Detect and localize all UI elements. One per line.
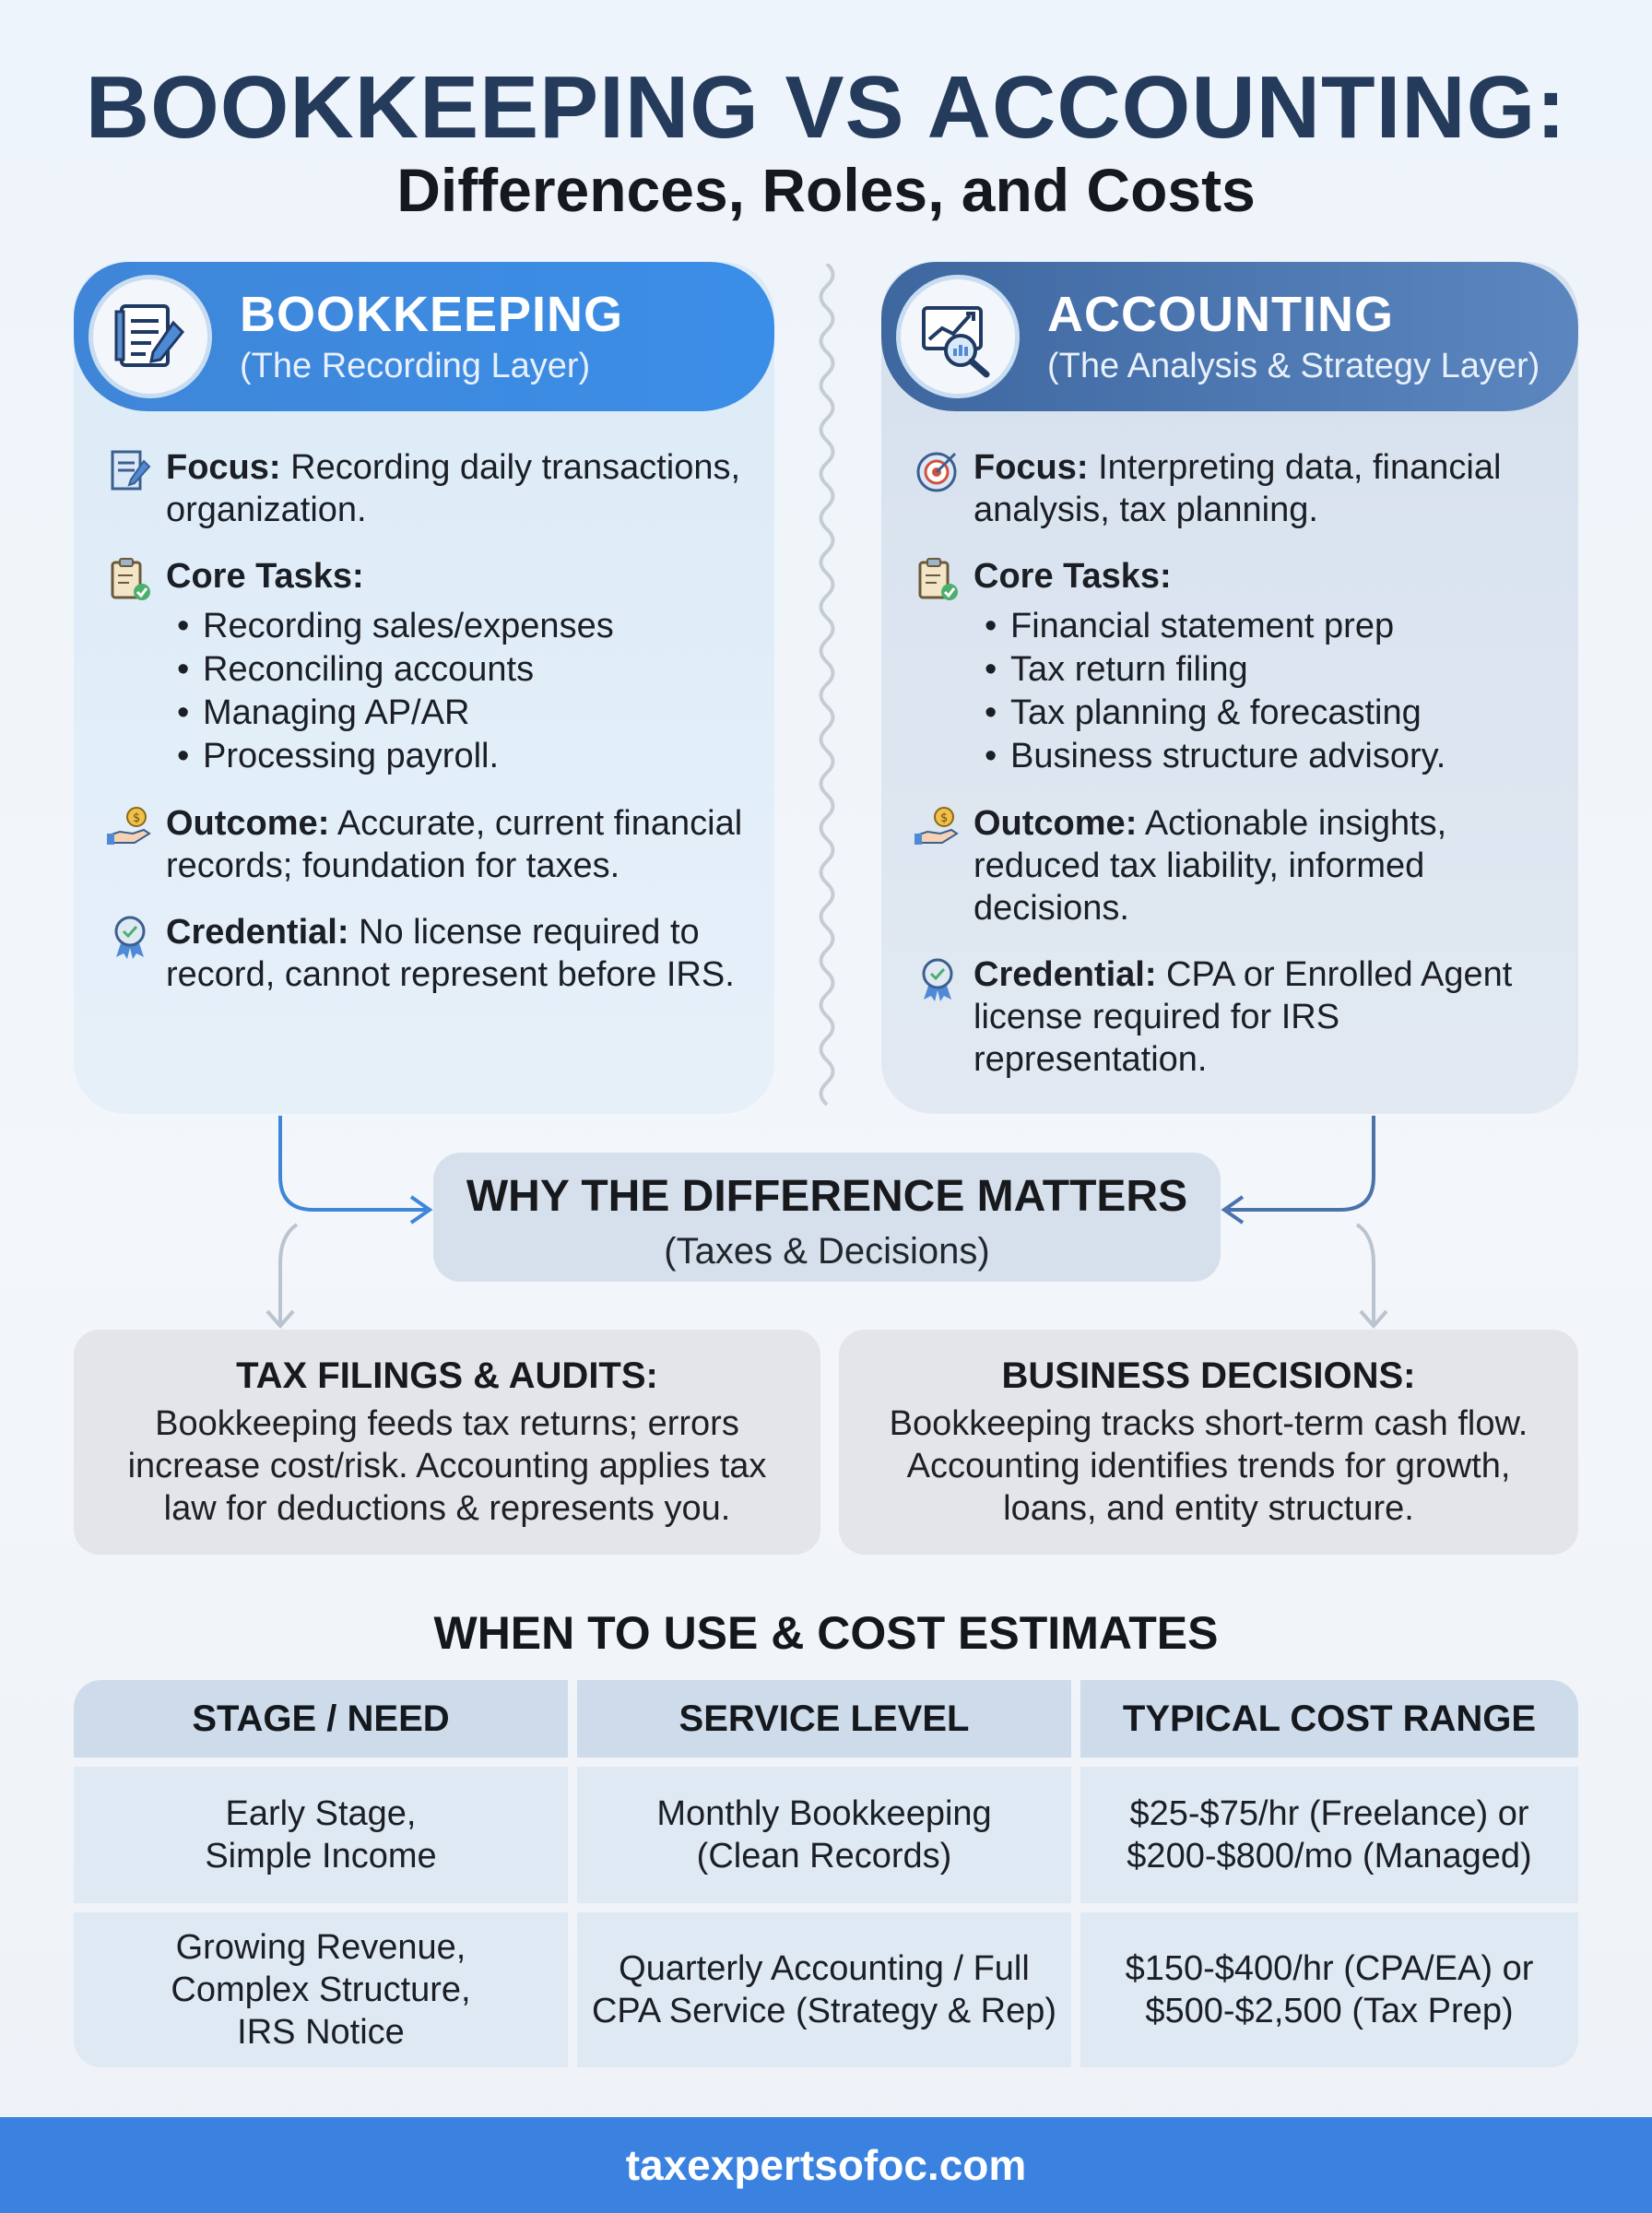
- tasks-label: Core Tasks:: [166, 557, 364, 596]
- list-item: • Processing payroll.: [166, 735, 756, 778]
- award-badge-icon: [914, 955, 961, 1001]
- table-cell: Early Stage, Simple Income: [74, 1767, 568, 1903]
- accounting-core-tasks: [914, 555, 1560, 778]
- bookkeeping-header: [74, 262, 774, 411]
- cost-table-title: WHEN TO USE & COST ESTIMATES: [433, 1607, 1219, 1659]
- ledger-pencil-icon: [88, 275, 212, 398]
- list-item: • Tax return filing: [974, 648, 1560, 692]
- accounting-credential: [914, 953, 1560, 1081]
- award-badge-icon: [107, 913, 153, 959]
- outcome-label: Outcome:: [166, 804, 330, 843]
- why-title: WHY THE DIFFERENCE MATTERS: [466, 1172, 1188, 1221]
- hand-coin-icon: [107, 804, 153, 850]
- bookkeeping-task-list: [166, 605, 756, 778]
- credential-text: CPA or Enrolled Agent license required for IRS representation.: [974, 955, 1513, 1079]
- credential-label: Credential:: [974, 955, 1157, 994]
- footer-website-link[interactable]: taxexpertsofoc.com: [0, 2117, 1652, 2213]
- table-cell: Monthly Bookkeeping (Clean Records): [577, 1767, 1071, 1903]
- clipboard-check-icon: [107, 557, 153, 603]
- list-item: • Managing AP/AR: [166, 692, 756, 735]
- svg-text:$: $: [133, 811, 141, 825]
- clipboard-check-icon: [914, 557, 961, 603]
- credential-label: Credential:: [166, 913, 349, 952]
- target-icon: [914, 448, 961, 494]
- focus-label: Focus:: [974, 448, 1089, 487]
- accounting-focus: [914, 446, 1560, 531]
- business-decisions-text: Bookkeeping tracks short-term cash flow. Accounting identifies trends for growth, loans, and entity structure.: [889, 1404, 1528, 1528]
- tax-filings-text: Bookkeeping feeds tax returns; errors increase cost/risk. Accounting applies tax law for deductions & represents you.: [127, 1404, 767, 1528]
- accounting-panel: [881, 262, 1578, 1114]
- table-cell: $25-$75/hr (Freelance) or $200-$800/mo (Managed): [1080, 1767, 1578, 1903]
- outcome-text: Accurate, current financial records; foundation for taxes.: [166, 804, 743, 885]
- focus-text: Recording daily transactions, organization.: [166, 448, 741, 529]
- tax-filings-box: [74, 1330, 820, 1555]
- hand-coin-icon: [914, 804, 961, 850]
- bookkeeping-core-tasks: [107, 555, 756, 778]
- tasks-label: Core Tasks:: [974, 557, 1172, 596]
- why-subtitle: (Taxes & Decisions): [664, 1231, 990, 1272]
- business-decisions-title: BUSINESS DECISIONS:: [1001, 1355, 1416, 1396]
- svg-text:$: $: [940, 811, 949, 825]
- table-cell: $150-$400/hr (CPA/EA) or $500-$2,500 (Tax Prep): [1080, 1912, 1578, 2067]
- table-cell: Quarterly Accounting / Full CPA Service (Strategy & Rep): [577, 1912, 1071, 2067]
- list-item: • Reconciling accounts: [166, 648, 756, 692]
- outcome-text: Actionable insights, reduced tax liability, informed decisions.: [974, 804, 1447, 928]
- bookkeeping-title: BOOKKEEPING: [240, 287, 624, 342]
- bookkeeping-panel: [74, 262, 774, 1114]
- chart-magnifier-icon: [896, 275, 1020, 398]
- list-item: • Recording sales/expenses: [166, 605, 756, 648]
- tax-filings-title: TAX FILINGS & AUDITS:: [236, 1355, 658, 1396]
- accounting-subtitle: (The Analysis & Strategy Layer): [1047, 347, 1540, 385]
- accounting-task-list: [974, 605, 1560, 778]
- page-title: BOOKKEEPING VS ACCOUNTING:: [85, 58, 1567, 157]
- credential-text: No license required to record, cannot represent before IRS.: [166, 913, 735, 994]
- list-item: • Financial statement prep: [974, 605, 1560, 648]
- focus-text: Interpreting data, financial analysis, tax planning.: [974, 448, 1502, 529]
- bookkeeping-credential: [107, 911, 756, 996]
- accounting-title: ACCOUNTING: [1047, 287, 1394, 342]
- document-pen-icon: [107, 448, 153, 494]
- list-item: • Business structure advisory.: [974, 735, 1560, 778]
- table-header-row: [74, 1680, 1578, 1757]
- table-row: [74, 1912, 1578, 2067]
- list-item: • Tax planning & forecasting: [974, 692, 1560, 735]
- page-subtitle: Differences, Roles, and Costs: [396, 156, 1256, 224]
- bookkeeping-focus: [107, 446, 756, 531]
- table-header-cell: TYPICAL COST RANGE: [1080, 1680, 1578, 1757]
- bookkeeping-subtitle: (The Recording Layer): [240, 347, 591, 385]
- table-header-cell: SERVICE LEVEL: [577, 1680, 1071, 1757]
- bookkeeping-body: [107, 446, 756, 1020]
- bookkeeping-outcome: [107, 802, 756, 887]
- table-cell: Growing Revenue, Complex Structure, IRS Notice: [74, 1912, 568, 2067]
- accounting-body: [914, 446, 1560, 1105]
- outcome-label: Outcome:: [974, 804, 1138, 843]
- business-decisions-box: [839, 1330, 1578, 1555]
- focus-label: Focus:: [166, 448, 281, 487]
- accounting-header: [881, 262, 1578, 411]
- accounting-outcome: [914, 802, 1560, 929]
- panel-divider: [813, 264, 841, 1106]
- cost-table: [74, 1680, 1578, 2067]
- table-header-cell: STAGE / NEED: [74, 1680, 568, 1757]
- table-row: [74, 1767, 1578, 1903]
- why-difference-box: [433, 1153, 1221, 1282]
